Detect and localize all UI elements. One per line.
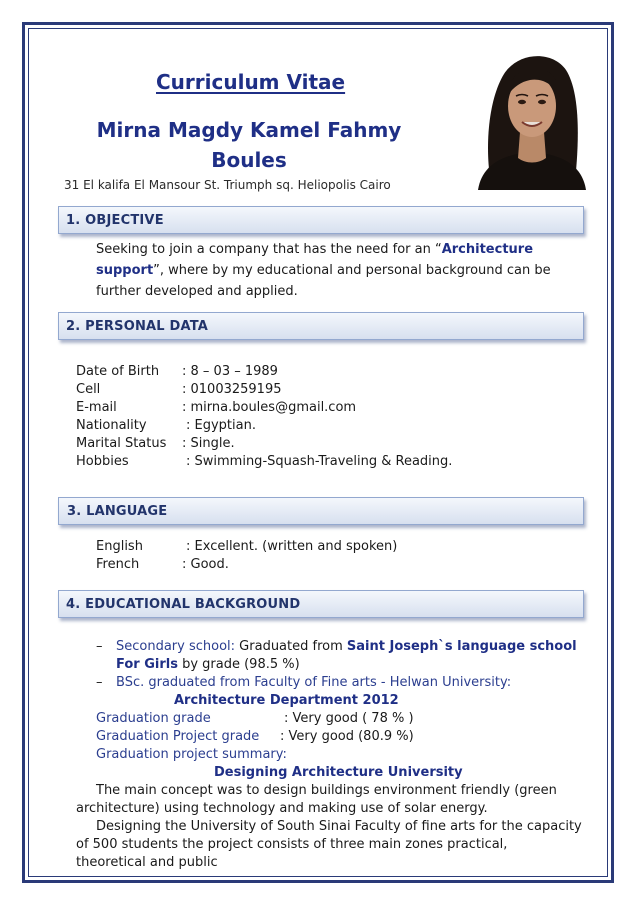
project-title: Designing Architecture University [214, 765, 463, 780]
hobbies-value: : Swimming-Squash-Traveling & Reading. [186, 454, 453, 469]
secondary-school-line-1 [116, 638, 577, 655]
applicant-address: 31 El kalifa El Mansour St. Triumph sq. Heliopolis Cairo [64, 178, 391, 192]
section-header-personal-data [58, 312, 584, 340]
french-value: : Good. [182, 557, 229, 572]
secondary-school-label: Secondary school: [116, 639, 236, 654]
nationality-value: : Egyptian. [186, 418, 256, 433]
project-summary-label: Graduation project summary: [96, 747, 287, 762]
secondary-school-name: Saint Joseph`s language school [346, 639, 577, 654]
department-line: Architecture Department 2012 [174, 693, 399, 708]
nationality-label: Nationality [76, 418, 147, 433]
applicant-name-line2: Boules [211, 148, 287, 172]
bsc-line: BSc. graduated from Faculty of Fine arts - Helwan University: [116, 675, 512, 690]
objective-line-1 [96, 241, 533, 258]
section-header-objective [58, 206, 584, 234]
french-label: French [96, 557, 140, 572]
summary-para2-line3: theoretical and public [76, 855, 218, 870]
summary-para1-line1: The main concept was to design buildings environment friendly (green [96, 783, 557, 798]
project-grade-label: Graduation Project grade [96, 729, 260, 744]
language-heading: 3. LANGUAGE [67, 504, 168, 519]
hobbies-label: Hobbies [76, 454, 129, 469]
secondary-school-line-2 [116, 656, 300, 673]
bullet-bsc: – [96, 675, 103, 690]
objective-text-2b: ”, where by my educational and personal background can be [153, 263, 551, 278]
dob-label: Date of Birth [76, 364, 160, 379]
english-value: : Excellent. (written and spoken) [186, 539, 398, 554]
summary-para1-line2: architecture) using technology and making use of solar energy. [76, 801, 488, 816]
english-label: English [96, 539, 143, 554]
secondary-school-grade: by grade (98.5 %) [177, 657, 300, 672]
secondary-school-name-2: For Girls [116, 657, 178, 672]
section-header-language [58, 497, 584, 525]
cell-value: : 01003259195 [182, 382, 282, 397]
education-heading: 4. EDUCATIONAL BACKGROUND [66, 597, 301, 612]
applicant-name-line1: Mirna Magdy Kamel Fahmy [96, 118, 402, 142]
summary-para2-line2: of 500 students the project consists of three main zones practical, [76, 837, 508, 852]
summary-para2-line1: Designing the University of South Sinai Faculty of fine arts for the capacity [96, 819, 582, 834]
objective-text-1a: Seeking to join a company that has the need for an “ [96, 242, 442, 257]
objective-line-2 [96, 262, 551, 279]
bullet-secondary: – [96, 639, 103, 654]
marital-status-value: : Single. [182, 436, 235, 451]
email-label: E-mail [76, 400, 117, 415]
section-header-education [58, 590, 584, 618]
objective-line-3: further developed and applied. [96, 284, 298, 299]
cell-label: Cell [76, 382, 101, 397]
graduation-grade-value: : Very good ( 78 % ) [284, 711, 414, 726]
email-value: : mirna.boules@gmail.com [182, 400, 357, 415]
marital-status-label: Marital Status [76, 436, 167, 451]
personal-data-heading: 2. PERSONAL DATA [66, 319, 209, 334]
objective-highlight-1: Architecture [441, 242, 534, 257]
objective-highlight-2: support [96, 263, 154, 278]
graduation-grade-label: Graduation grade [96, 711, 211, 726]
dob-value: : 8 – 03 – 1989 [182, 364, 278, 379]
applicant-photo [474, 40, 590, 190]
objective-heading: 1. OBJECTIVE [66, 213, 164, 228]
project-grade-value: : Very good (80.9 %) [280, 729, 414, 744]
document-title: Curriculum Vitae [156, 70, 346, 94]
secondary-school-text: Graduated from [235, 639, 347, 654]
